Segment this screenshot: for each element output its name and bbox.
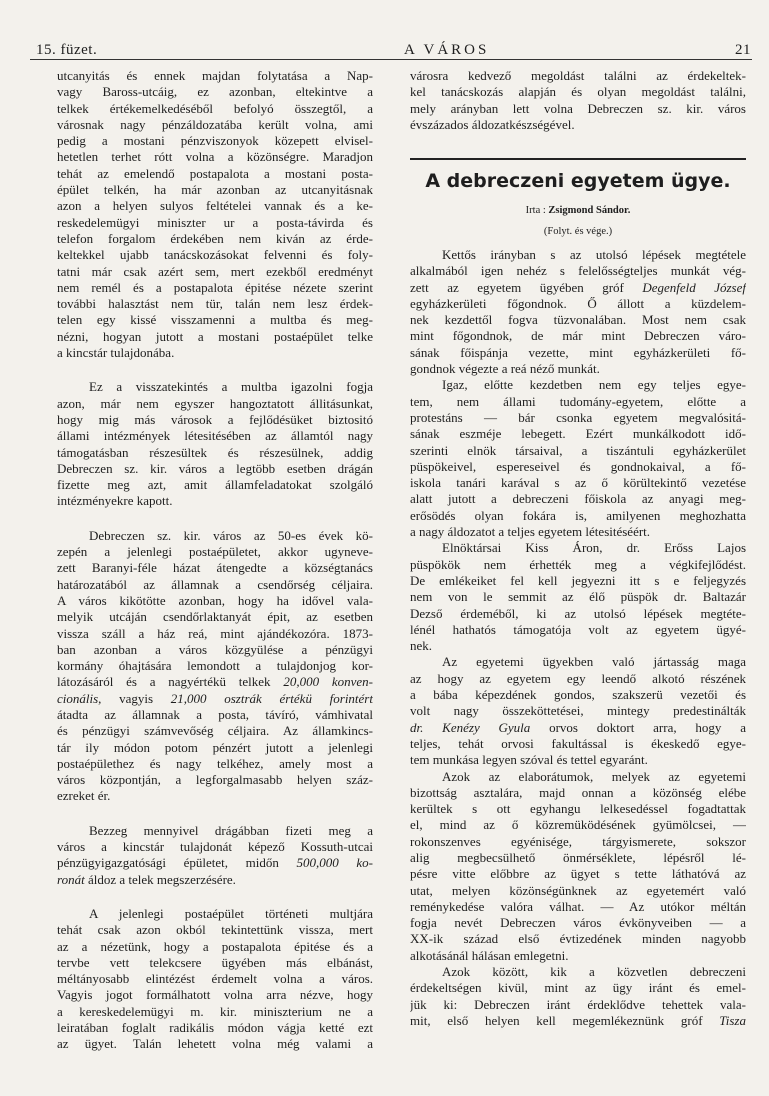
text-line: városnak nagy pénzáldozatába került volna, ami [57, 116, 373, 132]
italic-text: Tisza [719, 1012, 746, 1028]
text-line: Elnöktársai Kiss Áron, dr. Erőss Lajos [442, 540, 746, 556]
running-title: A VÁROS [404, 42, 490, 58]
text-line: nem remél és a postapalota épitése nézete szerint [57, 279, 373, 295]
paragraph [410, 769, 746, 965]
text-line: fogja nevét Debreczen város évkönyveiben — a [410, 915, 746, 931]
text-line: mint főgondnok, de már mint Debreczen váro- [410, 328, 746, 344]
text-line: utat, melyen közönségünknek az egyetemért való [410, 882, 746, 898]
italic-text: cionális [57, 690, 99, 706]
text-line: az ügyet. Talán lehetett volna még valami a [57, 1036, 373, 1052]
text-line: érdekeltségen kivül, mint az ügy iránt és emel- [410, 980, 746, 996]
text-line: nézni, hogyan jutott a mostani postaépület telke [57, 328, 373, 344]
text-line: rokonszenves egyénisége, tárgyismerete, sokszor [410, 833, 746, 849]
paragraph [57, 68, 373, 361]
text-span: , vagyis [98, 690, 171, 706]
text-line: az a nézetünk, hogy a postapalota épitése és a [57, 938, 373, 954]
text-line: város központján, a legforgalmasabb helyen száz- [57, 772, 373, 788]
text-line: tatni már csak azért sem, mert ezekből eredményt [57, 263, 373, 279]
text-line: további halasztást nem tür, talán nem lesz érdek- [57, 296, 373, 312]
text-line: és pénzügyi számvevőség céljaira. Az államkincs- [57, 723, 373, 739]
right-column-continued-text [410, 68, 746, 151]
paragraph [410, 68, 746, 133]
text-line [410, 280, 746, 296]
text-line: Igaz, előtte kezdetben nem egy teljes egye- [442, 377, 746, 393]
paragraph [410, 377, 746, 540]
text-line: tem munkása legyen szóval és tettel egyaránt. [410, 752, 648, 768]
text-line: tehát az emelendő postapalota a mostani posta- [57, 165, 373, 181]
text-line: tehát csak azon okból tekintettünk vissza, mert [57, 922, 373, 938]
text-line: a kereskedelemügyi m. kir. miniszterium ne a [57, 1003, 373, 1019]
text-line: átadta az államnak a posta, távíró, vámhivatal [57, 706, 373, 722]
italic-text: 500,000 ko- [296, 855, 373, 871]
text-line: évszázados áldozatkészségével. [410, 116, 575, 132]
text-line [410, 1013, 746, 1029]
paragraph [410, 540, 746, 654]
paragraph [410, 964, 746, 1029]
text-line: telen egy kissé visszamenni a multba és meg- [57, 312, 373, 328]
text-line: teljes, tehát orvosi fakultással is ékeskedő egye- [410, 735, 746, 751]
text-line: szerinti elnök társaival, a tiszántuli egyházkerület [410, 442, 746, 458]
text-line: gondnok végezte a reá néző munkát. [410, 361, 600, 377]
text-line: Dezső érdeméből, ki az utolsó lépések megtéte- [410, 605, 746, 621]
text-line: telkek értékemelkedéséből befolyó összegtől, a [57, 100, 373, 116]
text-line: erősödés olyan fokára is, amilyenen meghozhatta [410, 507, 746, 523]
text-line: városra kedvező megoldást találni az érdekeltek- [410, 68, 746, 83]
text-line [410, 720, 746, 736]
text-line: a nagy áldozatot a teljes egyetem létesitéséért. [410, 524, 651, 540]
text-line: Debreczen sz. kir. város az 50-es évek kö- [89, 527, 373, 543]
text-line: az hogy az egyetem egy leendő alkotó részének [410, 670, 746, 686]
italic-text: 21,000 osztrák értékü forintért [170, 690, 373, 706]
text-line: vissza száll a ház reá, mint ajándékozóra. 1873- [57, 625, 373, 641]
text-span: látozásáról és a nagyértékü telkek [57, 674, 284, 690]
text-line: fizette meg azt, amit államfeladatokat szolgáló [57, 477, 373, 493]
text-line: tem, nem állami tudomány-egyetem, előtte a [410, 393, 746, 409]
text-line: sának főispánja vezette, mint egyházkerületi fő- [410, 344, 746, 360]
text-line: zett Baranyi-féle házat átengedte a községtanács [57, 560, 373, 576]
text-line: De emlékeiket fel kell jegyezni itt s e feljegyzés [410, 572, 746, 588]
text-line: XX-ik század első évtizedének minden nagyobb [410, 931, 746, 947]
header-rule [30, 59, 752, 60]
italic-text: Degenfeld József [642, 279, 746, 295]
text-line: nem von le semmit az élő püspök dr. Baltazár [410, 589, 746, 605]
left-column [57, 68, 373, 1071]
text-line: el, mind az ő közremüködésének gyümölcsei, — [410, 817, 746, 833]
text-line: alkotásánál hálásan emlegetni. [410, 947, 569, 963]
text-line: Azok az elaborátumok, melyek az egyetemi [442, 768, 746, 784]
text-line [57, 855, 373, 871]
text-line: vagy Baross-utcáig, ez azonban, eltekintve a [57, 84, 373, 100]
text-line: állami intézmények létesitésében az államtól nagy [57, 428, 373, 444]
text-line: tár ily módon potom pénzért jutott a jelenlegi [57, 739, 373, 755]
text-line: A város kikötötte azonban, hogy ha idővel vala- [57, 592, 373, 608]
text-line: ezreket ér. [57, 788, 111, 804]
text-span: orvos doktort arra, hogy a [530, 719, 746, 735]
article-separator-rule [410, 158, 746, 160]
text-line: a kincstár tulajdonába. [57, 345, 175, 361]
page-number: 21 [735, 42, 751, 58]
text-line: város a kincstár tulajdonát képező Kossuth-utcai [57, 839, 373, 855]
text-line: Bezzeg mennyivel drágábban fizeti meg a [89, 822, 373, 838]
text-line [57, 872, 373, 888]
text-line: Kettős irányban s az utolsó lépések megtétele [442, 247, 746, 262]
italic-text: dr. Kenézy Gyula [410, 719, 531, 735]
text-line: alig megbecsülhető önmérséklete, lépésről lé- [410, 849, 746, 865]
text-line: a bába képezdének gondos, szakszerü vezetői és [410, 687, 746, 703]
text-line: kerültek s ott egyhangu lelkesedéssel fogadtattak [410, 801, 746, 817]
paragraph [410, 654, 746, 768]
text-line: pésre vitte előbbre az ügyet s tette láthatóvá az [410, 866, 746, 882]
text-line: protestáns — bár csonka egyetem megvalósitá- [410, 409, 746, 425]
text-line: nek kezdettől fogva tüzvonalában. Most nem csak [410, 312, 746, 328]
text-line: alatt jutott a debreczeni főiskola az anyagi meg- [410, 491, 746, 507]
text-line: mely arányban lett volna Debreczen sz. kir. város [410, 100, 746, 116]
text-line: Debreczen sz. kir. város a legtöbb esetben drágán [57, 460, 373, 476]
text-line: Ez a visszatekintés a multba igazolni fogja [89, 379, 373, 395]
issue-number: 15. füzet. [36, 42, 98, 58]
text-line: iskola tanári karával s az ő körültekintő vezetése [410, 475, 746, 491]
author-name: Zsigmond Sándor. [548, 205, 631, 216]
text-line: leiratában foglalt radikális módon vágja ketté ezt [57, 1020, 373, 1036]
byline-prefix: Irta : [525, 205, 546, 216]
text-line: nek. [410, 638, 433, 654]
text-line [57, 691, 373, 707]
text-line: intézményekre kapott. [57, 493, 173, 509]
text-span: pénzügyigazgatósági épületet, midőn [57, 855, 297, 871]
article-body [410, 247, 746, 1029]
text-line [57, 674, 373, 690]
text-line: támogatásban részesültek és részesülnek, addig [57, 444, 373, 460]
text-line: kel tanácskozás alapján és olyan megoldást találni, [410, 84, 746, 100]
text-line: épület telkén, ha már azonban az utcanyitásnak [57, 182, 373, 198]
text-line: azon a helyen sulyos feltételei vannak és a ke- [57, 198, 373, 214]
text-line: püspökök nem érhették meg a végkifejlődést. [410, 556, 746, 572]
italic-text: 20,000 konven- [283, 674, 373, 690]
text-line: reskedelemügyi miniszter ur a posta-távirda és [57, 214, 373, 230]
text-line: alkalmából igen nehéz s felelősségteljes munkát vég- [410, 263, 746, 279]
text-line: lénél hathatós támogatója volt az egyetem ügyé- [410, 621, 746, 637]
paragraph [57, 823, 373, 888]
text-line: bizottság asztalára, majd onnan a közönség elébe [410, 784, 746, 800]
text-line: méltányosabb elintézést érdemelt volna a város. [57, 971, 373, 987]
text-line: jük ki: Debreczen iránt érdeklődve tehettek vala- [410, 996, 746, 1012]
text-line: hetetlen terhet rótt volna a közönségre. Maradjon [57, 149, 373, 165]
paragraph [57, 906, 373, 1053]
text-line: sának eszméje lebegett. Ezért munkálkodott idő- [410, 426, 746, 442]
text-line: tervbe vett telekcsere ügyében más elbánást, [57, 954, 373, 970]
text-line: határozatából az államnak a csendőrség céljaira. [57, 576, 373, 592]
text-line: püspökeivel, espereseivel és gondnokaival, a fő- [410, 458, 746, 474]
text-line: egyházkerületi főgondnok. Ő állott a küzdelem- [410, 295, 746, 311]
text-line: pedig a mostani pénzviszonyok közepett elvisel- [57, 133, 373, 149]
continuation-note: (Folyt. és vége.) [543, 226, 613, 237]
text-line: postaépülethez és nagy telkéhez, amely most a [57, 755, 373, 771]
text-line: Az egyetemi ügyekben való jártasság maga [442, 654, 746, 670]
text-line: hogy mig más városok a fejlődésüket biztositó [57, 411, 373, 427]
text-line: volt nagy összeköttetései, mintegy predestinálták [410, 703, 746, 719]
text-line: A jelenlegi postaépület történeti multjára [89, 905, 373, 921]
article-title: A debreczeni egyetem ügye. [425, 170, 731, 192]
text-line: telefon forgalom érdekében nem kiván az érde- [57, 230, 373, 246]
text-line: zepén a jelenlegi postaépületet, akkor ugyneve- [57, 544, 373, 560]
text-line: Azok között, kik a közvetlen debreczeni [442, 964, 746, 980]
paragraph [410, 247, 746, 377]
text-line: keltekkel ujabb tanácskozásokat felvenni és foly- [57, 247, 373, 263]
text-line: kormány óhajtására lemondott a tulajdonjog kor- [57, 658, 373, 674]
text-line: melyik utcáján csendőrlaktanyát épit, az esetben [57, 609, 373, 625]
text-line: reménykedése valóra válhat. — Az utókor méltán [410, 898, 746, 914]
text-line: azon, már nem egyszer hangoztatott állitásunkat, [57, 395, 373, 411]
text-line: ban azonban a város közgyülése a pénzügyi [57, 641, 373, 657]
paragraph [57, 379, 373, 509]
text-span: áldoz a telek megszerzésére. [84, 871, 236, 887]
italic-text: ronát [57, 871, 85, 887]
article-byline [410, 205, 746, 216]
text-line: Vagyis jogot formálhatott volna arra nézve, hogy [57, 987, 373, 1003]
text-span: zett az egyetem ügyében gróf [410, 279, 643, 295]
text-span: mit, első helyen kell megemlékeznünk gróf [410, 1012, 720, 1028]
text-line: utcanyitás és ennek majdan folytatása a Nap- [57, 68, 373, 83]
paragraph [57, 528, 373, 805]
